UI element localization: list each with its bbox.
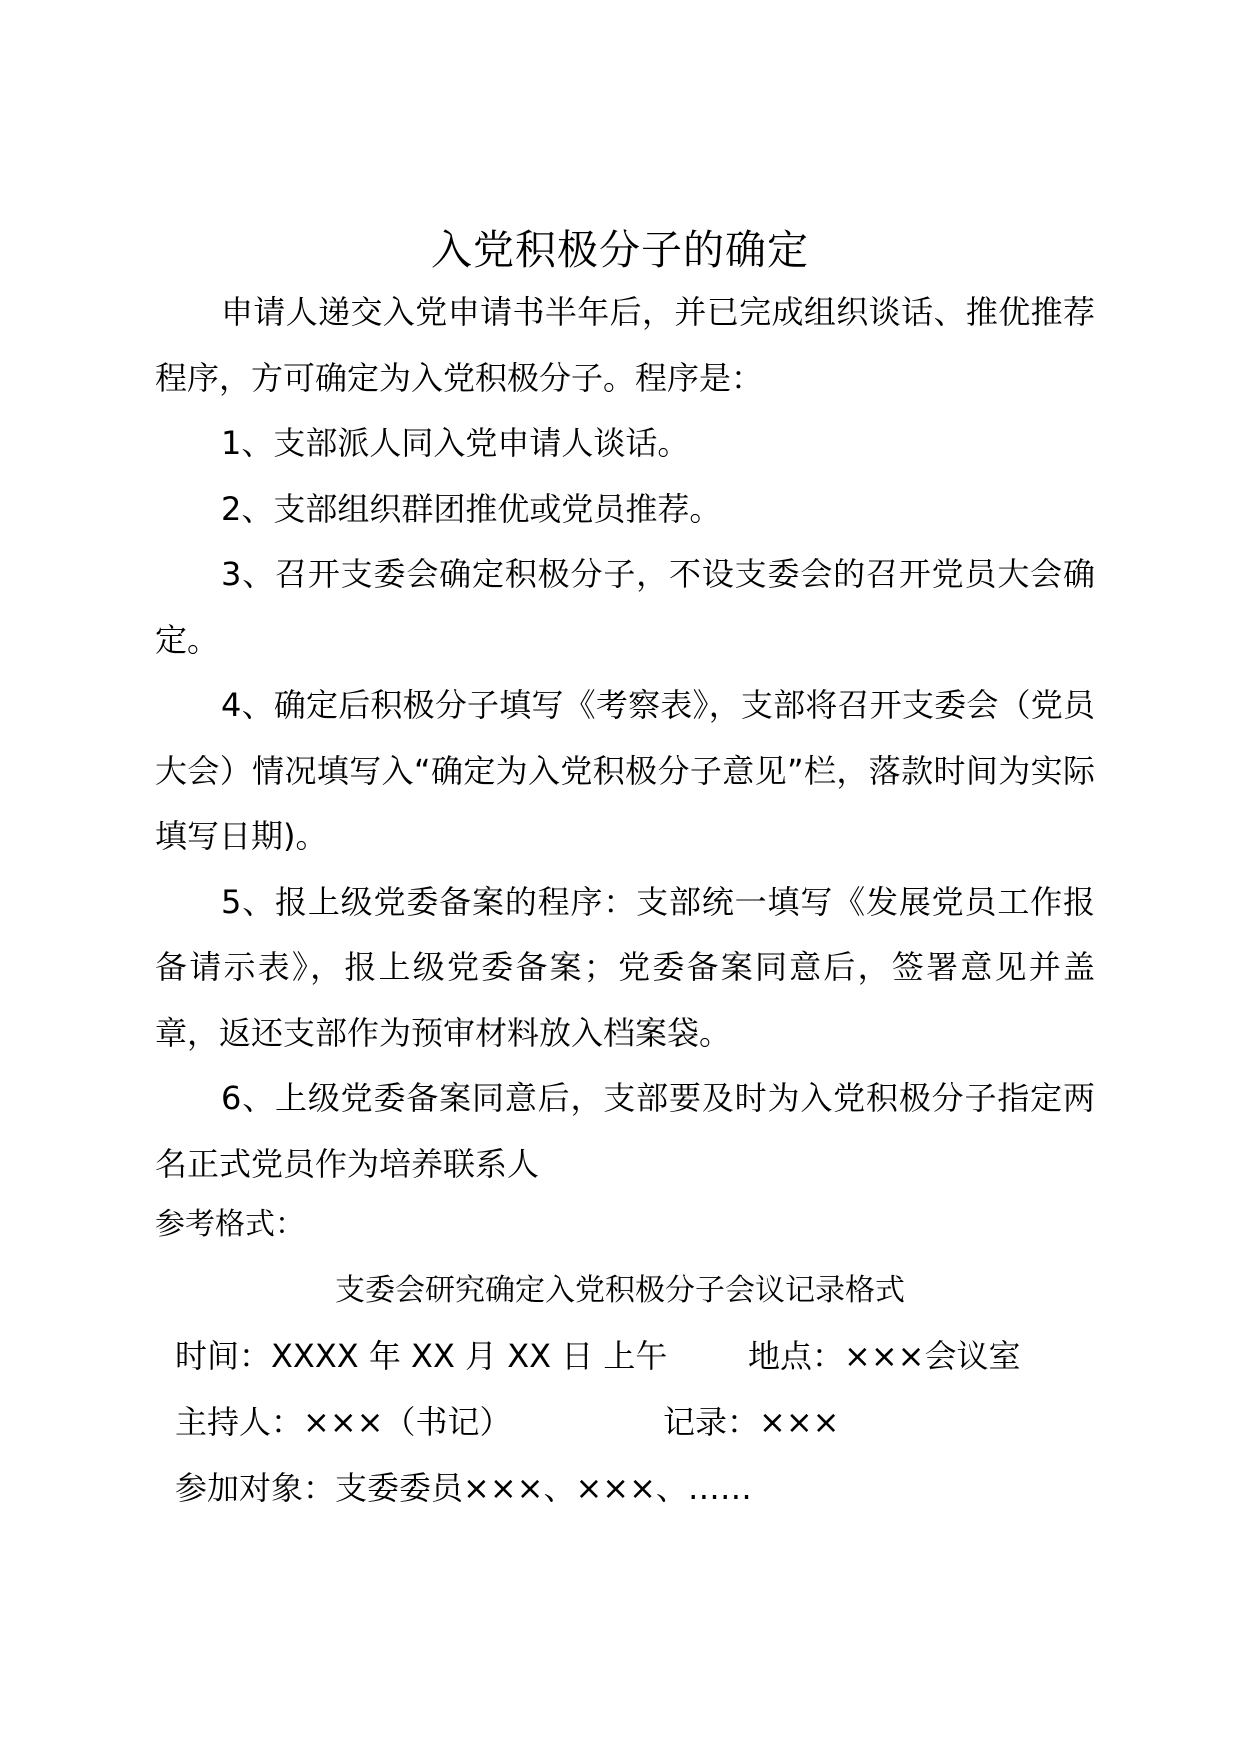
record-recorder: 记录：××× <box>663 1403 840 1441</box>
step-1-paragraph: 1、支部派人同入党申请人谈话。 <box>221 424 690 462</box>
record-place: 地点：×××会议室 <box>748 1337 1021 1375</box>
record-host: 主持人：×××（书记） <box>175 1403 512 1441</box>
intro-paragraph: 申请人递交入党申请书半年后，并已完成组织谈话、推优推荐程序，方可确定为入党积极分子。程序是： <box>155 293 1095 397</box>
step-4-paragraph: 4、确定后积极分子填写《考察表》，支部将召开支委会（党员大会）情况填写入“确定为入党积极分子意见”栏，落款时间为实际填写日期)。 <box>155 686 1095 855</box>
step-3-paragraph: 3、召开支委会确定积极分子，不设支委会的召开党员大会确定。 <box>155 555 1095 659</box>
record-format-title: 支委会研究确定入党积极分子会议记录格式 <box>335 1273 905 1308</box>
record-time: 时间：XXXX 年 XX 月 XX 日 上午 <box>175 1337 668 1375</box>
document-title: 入党积极分子的确定 <box>431 226 809 274</box>
document-body <box>155 280 1095 1197</box>
step-6-paragraph: 6、上级党委备案同意后，支部要及时为入党积极分子指定两名正式党员作为培养联系人 <box>155 1079 1095 1183</box>
step-5-paragraph: 5、报上级党委备案的程序：支部统一填写《发展党员工作报备请示表》，报上级党委备案；党委备案同意后，签署意见并盖章，返还支部作为预审材料放入档案袋。 <box>155 882 1095 1052</box>
reference-format-label: 参考格式： <box>155 1207 305 1242</box>
record-attendees: 参加对象：支委委员×××、×××、…… <box>175 1469 752 1507</box>
step-2-paragraph: 2、支部组织群团推优或党员推荐。 <box>221 489 722 528</box>
